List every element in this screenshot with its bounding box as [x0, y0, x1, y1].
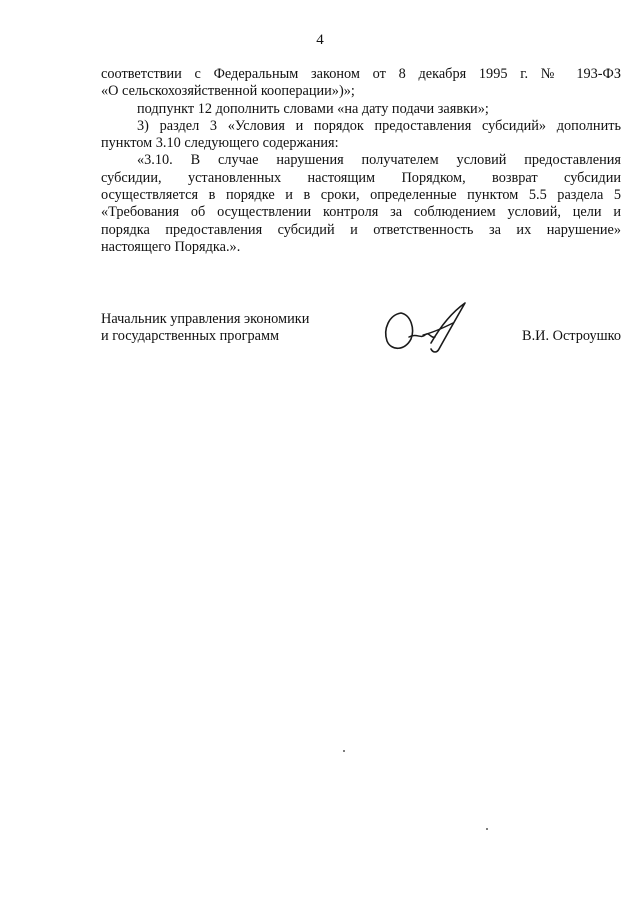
paragraph-4: [101, 152, 621, 256]
paragraph-3-line-1: 3) раздел 3 «Условия и порядок предоставления субсидий» дополнить: [137, 117, 621, 134]
paragraph-4-line-3: осуществляется в порядке и в сроки, определенные пунктом 5.5 раздела 5: [101, 187, 621, 204]
page-number: 4: [316, 32, 324, 48]
signatory-title-line-2: и государственных программ: [101, 328, 280, 345]
signatory-name: В.И. Остроушко: [522, 328, 621, 344]
paragraph-4-line-1: «3.10. В случае нарушения получателем условий предоставления: [137, 152, 621, 169]
paragraph-3-line-2: пунктом 3.10 следующего содержания:: [101, 135, 339, 152]
paragraph-2: [101, 101, 621, 118]
signatory-title-line-1: Начальник управления экономики: [101, 311, 310, 327]
paragraph-1-line-2: «О сельскохозяйственной кооперации»)»;: [101, 83, 355, 100]
handwritten-signature: [379, 299, 479, 357]
signatory-title: [101, 311, 309, 346]
paragraph-4-line-4: «Требования об осуществлении контроля за соблюдением условий, цели и: [101, 204, 621, 221]
paragraph-4-line-6: настоящего Порядка.».: [101, 238, 241, 255]
document-body: [101, 66, 621, 256]
paragraph-1-line-1: соответствии с Федеральным законом от 8 декабря 1995 г. № 193-ФЗ: [101, 66, 621, 82]
scan-speck: [486, 828, 488, 830]
signature-block: [101, 311, 621, 371]
paragraph-1: [101, 66, 621, 101]
paragraph-2-line-1: подпункт 12 дополнить словами «на дату подачи заявки»;: [137, 100, 489, 117]
scan-speck: [343, 750, 345, 752]
paragraph-4-line-5: порядка предоставления субсидий и ответственность за их нарушение»: [101, 221, 621, 238]
paragraph-3: [101, 118, 621, 153]
paragraph-4-line-2: субсидии, установленных настоящим Порядком, возврат субсидии: [101, 169, 621, 186]
